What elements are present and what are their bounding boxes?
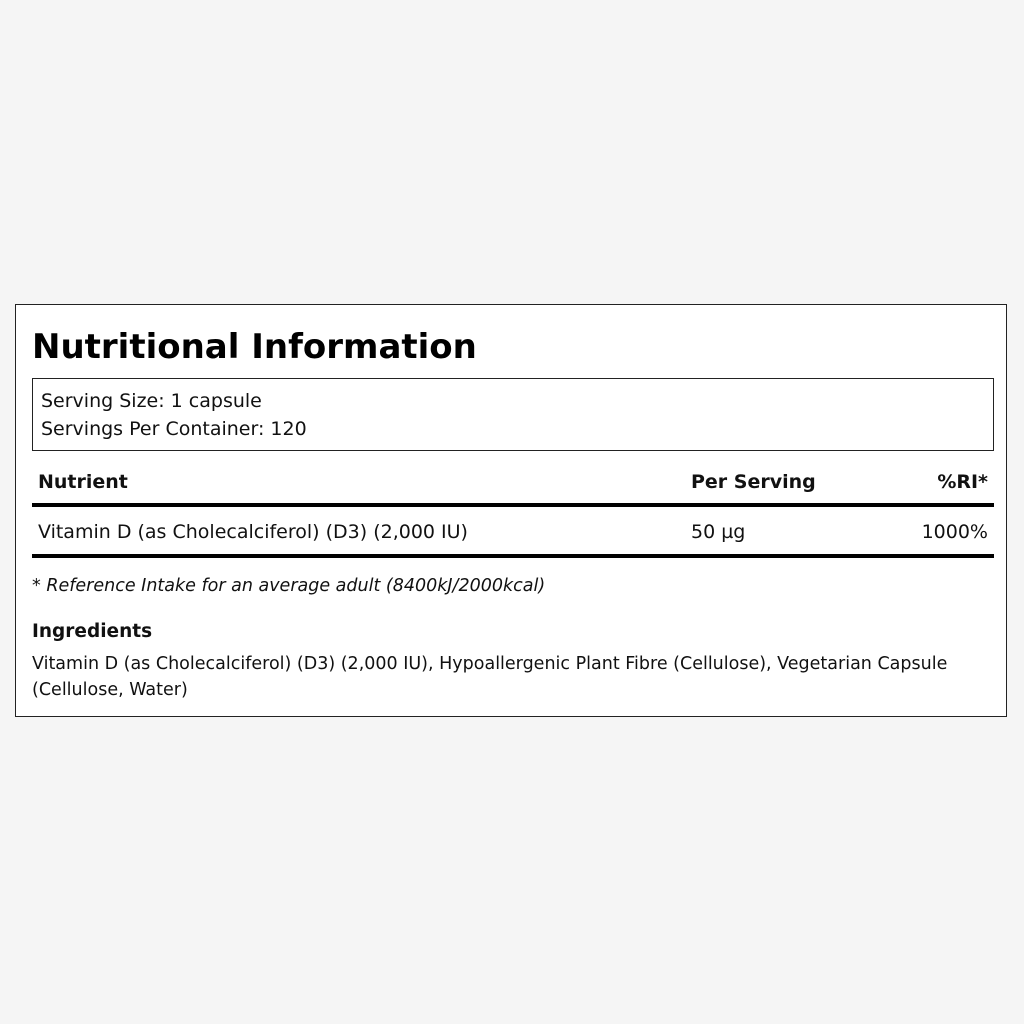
serving-info-box <box>32 378 994 451</box>
reference-intake-footnote: * Reference Intake for an average adult (8400kJ/2000kcal) <box>32 576 546 596</box>
row-per-serving: 50 µg <box>691 521 746 543</box>
ingredients-text: Vitamin D (as Cholecalciferol) (D3) (2,000 IU), Hypoallergenic Plant Fibre (Cellulose), Vegetarian Capsule (Cellulose, Water) <box>32 654 948 700</box>
nutrient-table <box>32 465 994 558</box>
panel-title: Nutritional Information <box>32 327 477 367</box>
serving-size: Serving Size: 1 capsule <box>41 390 262 412</box>
row-nutrient: Vitamin D (as Cholecalciferol) (D3) (2,000 IU) <box>38 521 468 543</box>
header-ri: %RI* <box>937 471 988 493</box>
nutrition-panel <box>15 304 1007 717</box>
servings-per-container: Servings Per Container: 120 <box>41 418 307 440</box>
table-row <box>32 507 994 558</box>
ingredients-heading: Ingredients <box>32 621 153 642</box>
header-per-serving: Per Serving <box>691 471 816 493</box>
table-header-row <box>32 465 994 507</box>
row-ri: 1000% <box>921 521 988 543</box>
header-nutrient: Nutrient <box>38 471 128 493</box>
